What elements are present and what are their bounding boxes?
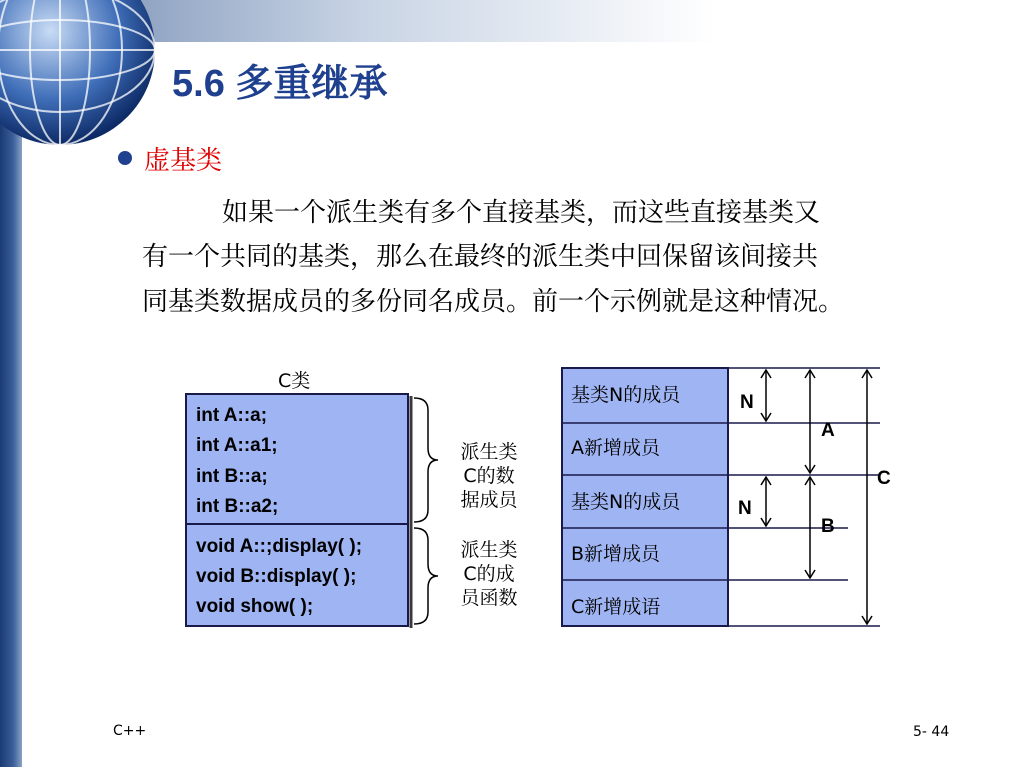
data-member: int B::a; [196, 466, 268, 487]
member-function: void show( ); [196, 596, 314, 617]
data-brace-label-line: 据成员 [460, 489, 518, 511]
paragraph-line: 如果一个派生类有多个直接基类，而这些直接基类又 [222, 198, 821, 228]
dim-label-a: A [821, 420, 835, 441]
footer-course-label: C++ [113, 723, 147, 739]
member-function: void A::;display( ); [196, 536, 363, 557]
slide-title: 5.6 多重继承 [172, 63, 388, 105]
data-member: int A::a1; [196, 435, 278, 456]
function-brace-label-line: 员函数 [460, 587, 518, 609]
member-function: void B::display( ); [196, 566, 357, 587]
dim-label-n: N [738, 498, 752, 519]
data-member: int A::a; [196, 405, 268, 426]
layout-cell: 基类N的成员 [571, 491, 681, 513]
bullet-text: 虚基类 [144, 146, 223, 176]
data-brace-label [449, 440, 529, 512]
function-brace-label-line: 派生类 [460, 539, 518, 561]
dim-label-n: N [740, 392, 754, 413]
data-member: int B::a2; [196, 496, 279, 517]
layout-cell: 基类N的成员 [571, 384, 681, 406]
dim-label-b: B [821, 516, 835, 537]
footer-page-number: 5- 44 [913, 724, 950, 740]
layout-cell: C新增成语 [571, 596, 661, 618]
layout-cell: B新增成员 [571, 543, 661, 565]
data-brace-icon [414, 398, 438, 522]
class-c-label: C类 [278, 370, 311, 392]
function-brace-label [449, 538, 529, 610]
layout-cell: A新增成员 [571, 437, 660, 459]
function-brace-label-line: C的成 [463, 563, 515, 585]
function-brace-icon [414, 528, 438, 624]
dim-label-c: C [877, 468, 891, 489]
data-brace-label-line: C的数 [463, 465, 515, 487]
dimension-arrows [761, 370, 872, 624]
paragraph-line: 有一个共同的基类，那么在最终的派生类中回保留该间接共 [142, 242, 819, 272]
data-brace-label-line: 派生类 [460, 441, 518, 463]
paragraph-line: 同基类数据成员的多份同名成员。前一个示例就是这种情况。 [142, 287, 845, 317]
